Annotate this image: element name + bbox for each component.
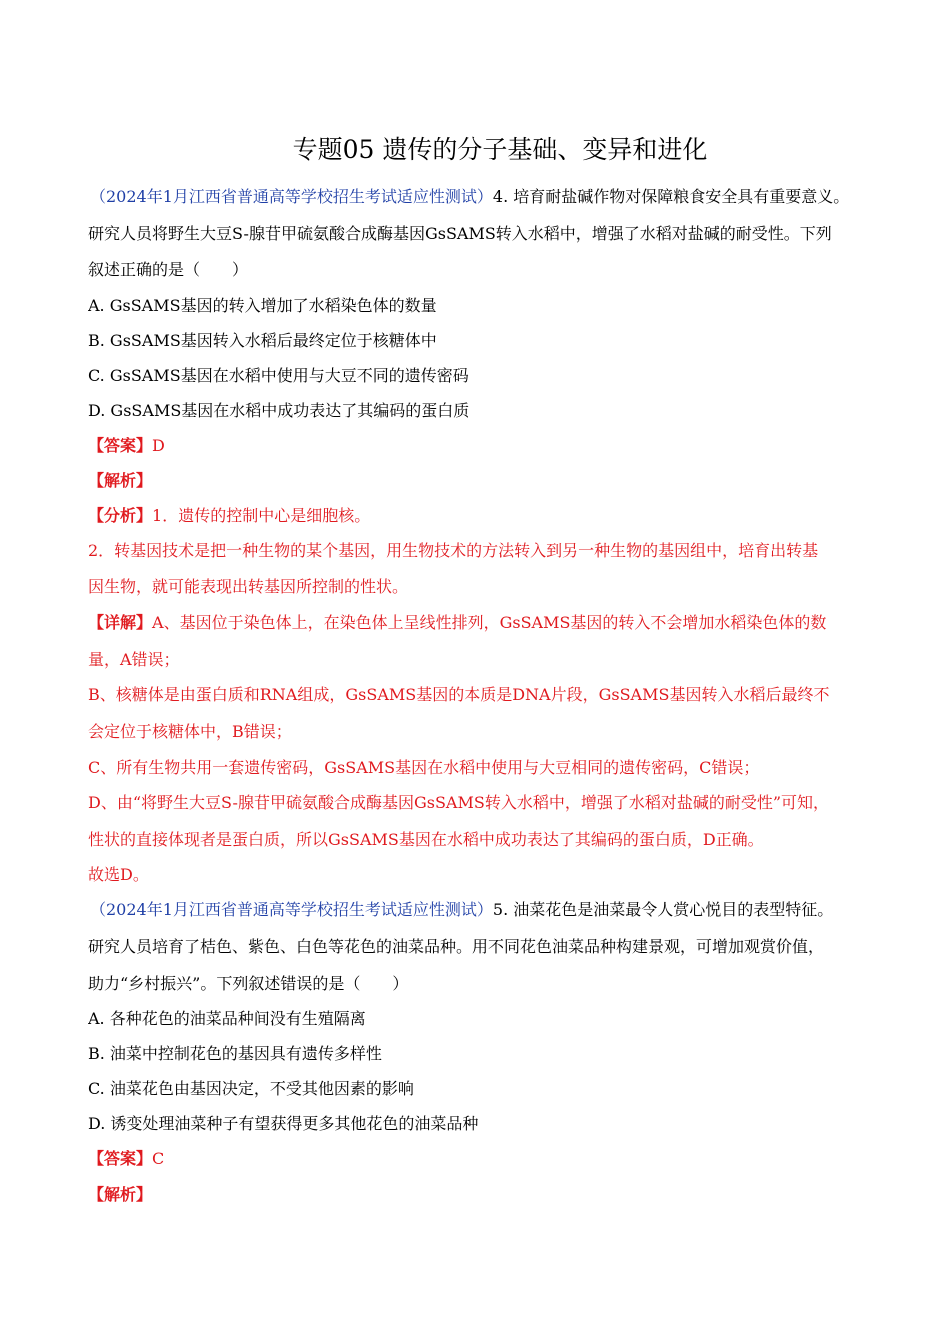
question-4-detail-b1: B、核糖体是由蛋白质和RNA组成，GsSAMS基因的本质是DNA片段，GsSAMS基因转入水稻后最终不 bbox=[88, 685, 830, 704]
question-4-detail-b2: 会定位于核糖体中，B错误； bbox=[88, 722, 292, 741]
question-5-source: （2024年1月江西省普通高等学校招生考试适应性测试） bbox=[90, 900, 493, 919]
question-4-answer bbox=[88, 435, 878, 457]
question-4-fenxi-1 bbox=[88, 505, 878, 527]
question-4-choose: 故选D。 bbox=[88, 865, 149, 884]
answer-label: 【答案】 bbox=[88, 1149, 153, 1168]
page-title: 专题05 遗传的分子基础、变异和进化 bbox=[292, 135, 708, 164]
answer-label: 【答案】 bbox=[88, 436, 153, 455]
question-5-stem-3: 助力“乡村振兴”。下列叙述错误的是（ ） bbox=[88, 974, 409, 993]
question-4-detail-d1: D、由“将野生大豆S-腺苷甲硫氨酸合成酶基因GsSAMS转入水稻中，增强了水稻对盐碱的耐受性”可知， bbox=[88, 793, 829, 812]
question-4-option-c: C. GsSAMS基因在水稻中使用与大豆不同的遗传密码 bbox=[88, 366, 469, 385]
question-4-stem-2: 研究人员将野生大豆S-腺苷甲硫氨酸合成酶基因GsSAMS转入水稻中，增强了水稻对盐碱的耐受性。下列 bbox=[88, 224, 832, 243]
question-5-option-b: B. 油菜中控制花色的基因具有遗传多样性 bbox=[88, 1044, 382, 1063]
answer-value: C bbox=[152, 1149, 165, 1168]
question-4-analysis-label: 【解析】 bbox=[88, 471, 153, 490]
question-5-option-d: D. 诱变处理油菜种子有望获得更多其他花色的油菜品种 bbox=[88, 1114, 479, 1133]
question-5-stem-1: 5. 油菜花色是油菜最令人赏心悦目的表型特征。 bbox=[492, 900, 834, 919]
question-5-answer bbox=[88, 1148, 878, 1170]
question-4-detail-a1 bbox=[88, 612, 878, 634]
question-4-detail-d2: 性状的直接体现者是蛋白质，所以GsSAMS基因在水稻中成功表达了其编码的蛋白质，D正确。 bbox=[88, 830, 764, 849]
fenxi-text-1: 1．遗传的控制中心是细胞核。 bbox=[152, 506, 371, 525]
fenxi-label: 【分析】 bbox=[88, 506, 153, 525]
question-4-option-b: B. GsSAMS基因转入水稻后最终定位于核糖体中 bbox=[88, 331, 437, 350]
xiangjie-label: 【详解】 bbox=[88, 613, 153, 632]
question-4-fenxi-2b: 因生物，就可能表现出转基因所控制的性状。 bbox=[88, 577, 409, 596]
detail-a1-text: A、基因位于染色体上，在染色体上呈线性排列，GsSAMS基因的转入不会增加水稻染色体的数 bbox=[152, 613, 827, 632]
question-4-option-a: A. GsSAMS基因的转入增加了水稻染色体的数量 bbox=[88, 296, 437, 315]
question-5-analysis-label: 【解析】 bbox=[88, 1185, 153, 1204]
answer-value: D bbox=[152, 436, 165, 455]
question-4-source: （2024年1月江西省普通高等学校招生考试适应性测试） bbox=[90, 187, 493, 206]
question-5-option-c: C. 油菜花色由基因决定，不受其他因素的影响 bbox=[88, 1079, 414, 1098]
question-4-detail-c: C、所有生物共用一套遗传密码，GsSAMS基因在水稻中使用与大豆相同的遗传密码，C错误； bbox=[88, 758, 760, 777]
question-5-stem-2: 研究人员培育了桔色、紫色、白色等花色的油菜品种。用不同花色油菜品种构建景观，可增加观赏价值， bbox=[88, 937, 825, 956]
question-5-line-1 bbox=[90, 899, 880, 921]
question-4-fenxi-2a: 2．转基因技术是把一种生物的某个基因，用生物技术的方法转入到另一种生物的基因组中，培育出转基 bbox=[88, 541, 819, 560]
question-5-option-a: A. 各种花色的油菜品种间没有生殖隔离 bbox=[88, 1009, 366, 1028]
question-4-stem-1: 4. 培育耐盐碱作物对保障粮食安全具有重要意义。 bbox=[492, 187, 850, 206]
question-4-line-1 bbox=[90, 186, 880, 208]
question-4-detail-a2: 量，A错误； bbox=[88, 650, 180, 669]
question-4-option-d: D. GsSAMS基因在水稻中成功表达了其编码的蛋白质 bbox=[88, 401, 470, 420]
question-4-stem-3: 叙述正确的是（ ） bbox=[88, 260, 249, 279]
